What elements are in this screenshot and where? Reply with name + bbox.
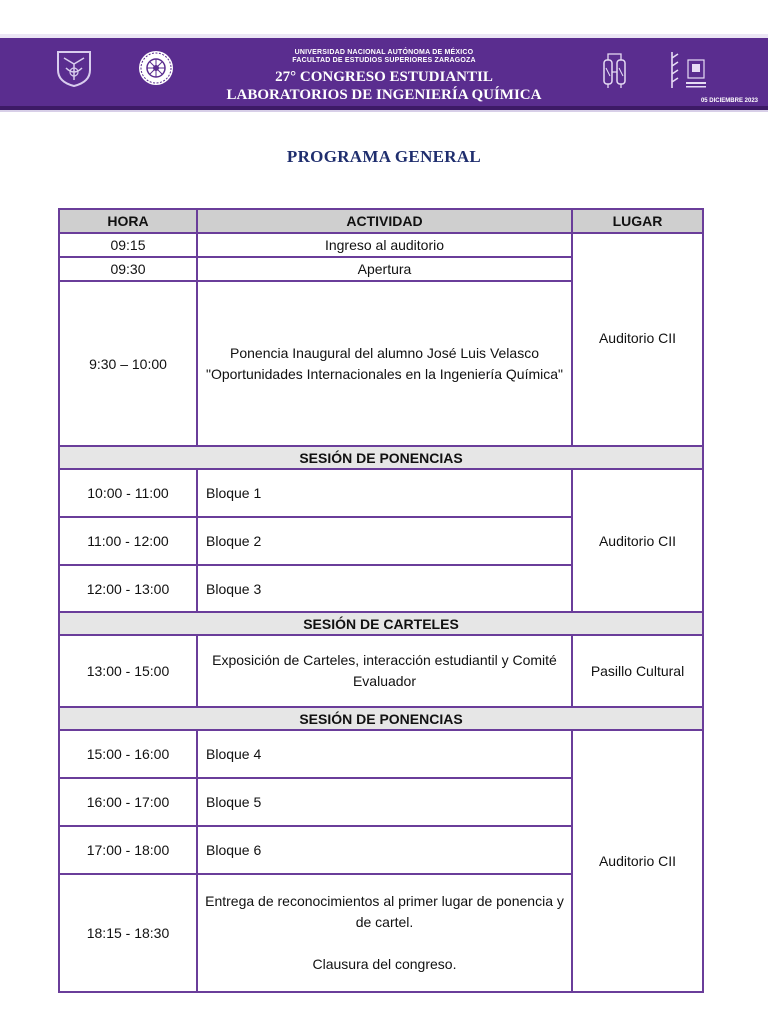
time-cell: 9:30 – 10:00 [59, 281, 197, 446]
activity-cell: Bloque 1 [197, 469, 572, 517]
time-cell: 10:00 - 11:00 [59, 469, 197, 517]
location-cell: Auditorio CII [572, 233, 703, 446]
activity-cell: Ponencia Inaugural del alumno José Luis Velasco "Oportunidades Internacionales en la Ingeniería Química" [197, 281, 572, 446]
activity-cell: Ingreso al auditorio [197, 233, 572, 257]
column-header-lugar: LUGAR [572, 209, 703, 233]
schedule-table [58, 208, 704, 993]
time-cell: 09:30 [59, 257, 197, 281]
table-row [59, 730, 703, 778]
time-cell: 15:00 - 16:00 [59, 730, 197, 778]
table-row [59, 635, 703, 707]
section-row [59, 707, 703, 730]
university-name: UNIVERSIDAD NACIONAL AUTÓNOMA DE MÉXICO [294, 49, 474, 56]
location-cell: Auditorio CII [572, 469, 703, 612]
table-header-row [59, 209, 703, 233]
time-cell: 09:15 [59, 233, 197, 257]
fes-zaragoza-logo-icon [668, 48, 712, 92]
activity-cell: Bloque 3 [197, 565, 572, 612]
location-cell: Auditorio CII [572, 730, 703, 992]
labs-title: LABORATORIOS DE INGENIERÍA QUÍMICA [226, 87, 542, 103]
unam-crest-icon [54, 48, 94, 88]
time-cell: 16:00 - 17:00 [59, 778, 197, 826]
banner-stripe [0, 106, 768, 110]
section-title: SESIÓN DE PONENCIAS [59, 707, 703, 730]
column-header-actividad: ACTIVIDAD [197, 209, 572, 233]
time-cell: 11:00 - 12:00 [59, 517, 197, 565]
activity-cell: Exposición de Carteles, interacción estudiantil y Comité Evaluador [197, 635, 572, 707]
lab-equipment-icon [600, 50, 630, 90]
table-row [59, 469, 703, 517]
congress-title: 27° CONGRESO ESTUDIANTIL [275, 69, 493, 85]
banner-bar [0, 38, 768, 106]
activity-cell: Bloque 2 [197, 517, 572, 565]
section-title: SESIÓN DE CARTELES [59, 612, 703, 635]
time-cell: 18:15 - 18:30 [59, 874, 197, 992]
section-row [59, 446, 703, 469]
activity-cell: Bloque 5 [197, 778, 572, 826]
section-title: SESIÓN DE PONENCIAS [59, 446, 703, 469]
column-header-hora: HORA [59, 209, 197, 233]
time-cell: 17:00 - 18:00 [59, 826, 197, 874]
header-banner [0, 34, 768, 112]
event-date: 05 DICIEMBRE 2023 [700, 98, 758, 104]
fes-seal-icon [136, 48, 176, 88]
location-cell: Pasillo Cultural [572, 635, 703, 707]
section-row [59, 612, 703, 635]
table-row [59, 233, 703, 257]
activity-cell: Apertura [197, 257, 572, 281]
time-cell: 12:00 - 13:00 [59, 565, 197, 612]
faculty-name: FACULTAD DE ESTUDIOS SUPERIORES ZARAGOZA [292, 57, 476, 64]
activity-cell: Bloque 6 [197, 826, 572, 874]
page-title: PROGRAMA GENERAL [286, 147, 482, 166]
time-cell: 13:00 - 15:00 [59, 635, 197, 707]
activity-cell: Bloque 4 [197, 730, 572, 778]
activity-cell: Entrega de reconocimientos al primer lugar de ponencia y de cartel. Clausura del congreso. [197, 874, 572, 992]
